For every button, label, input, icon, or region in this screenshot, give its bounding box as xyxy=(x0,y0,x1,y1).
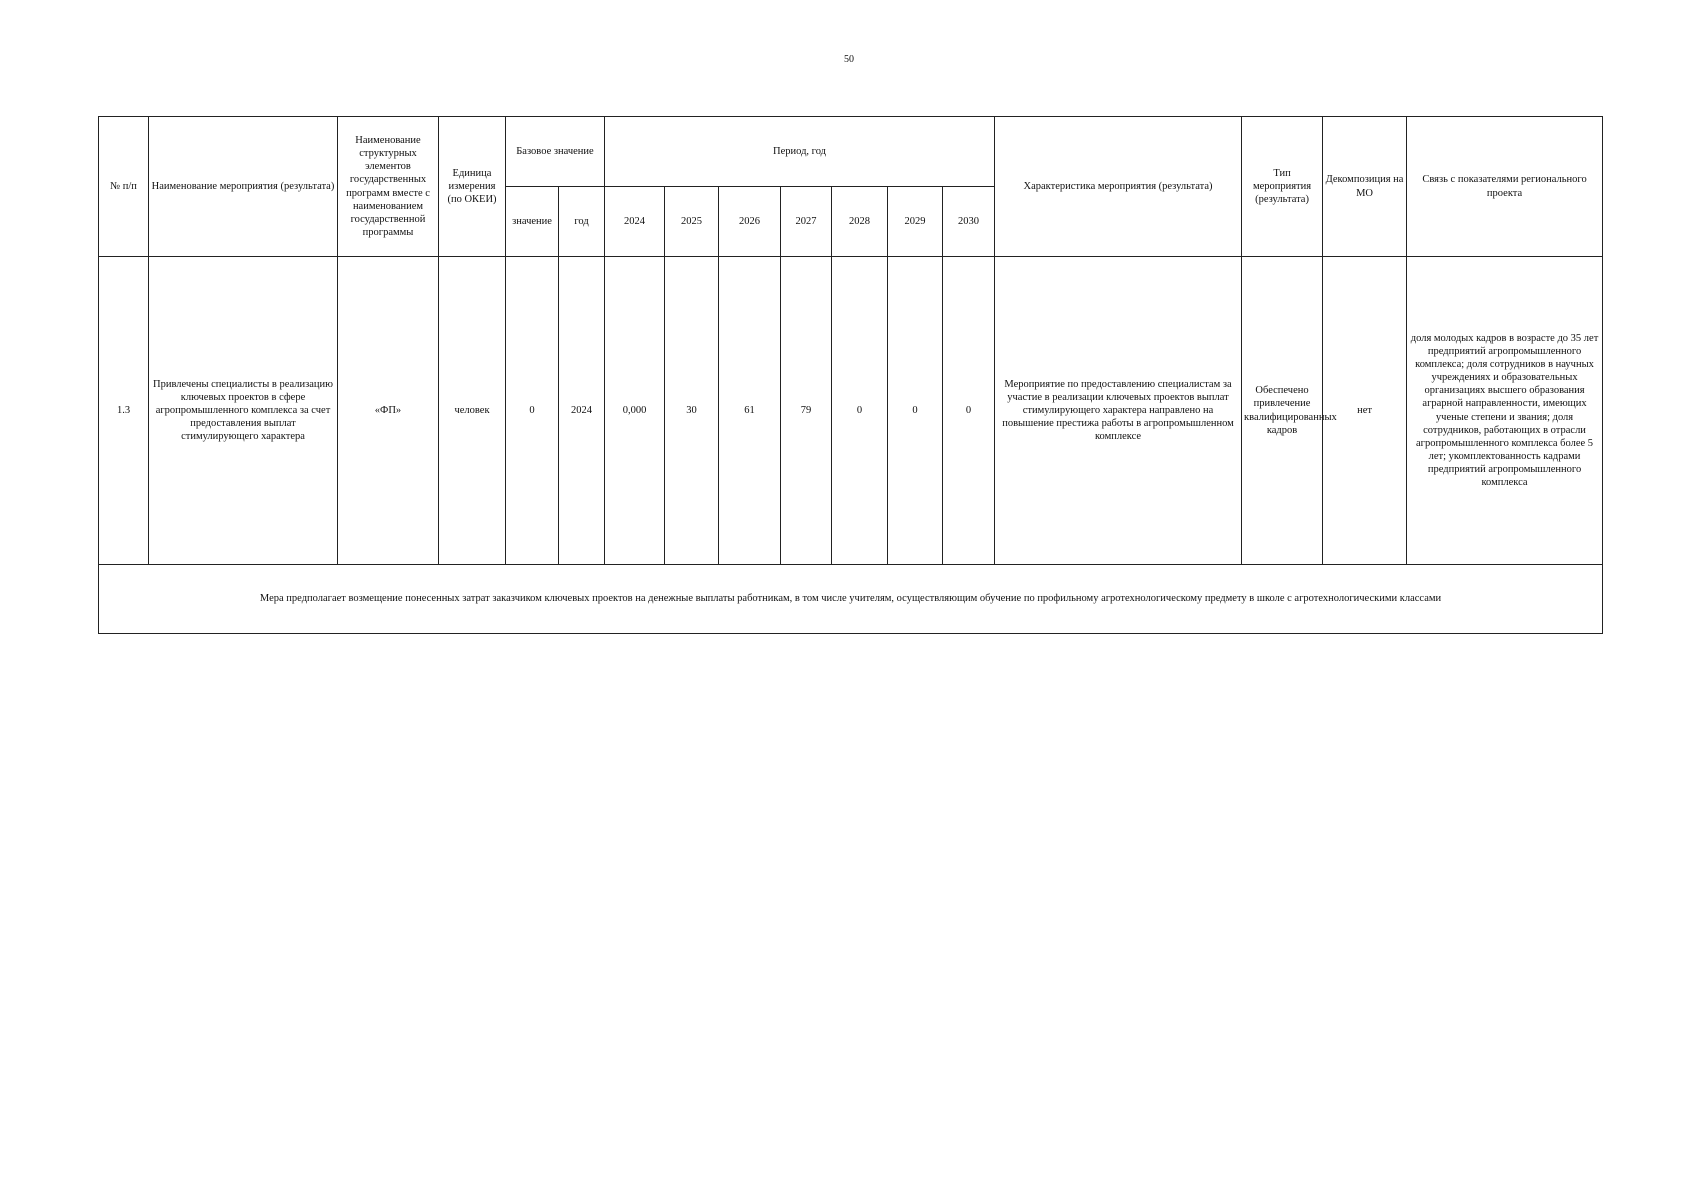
cell-link: доля молодых кадров в возрасте до 35 лет предприятий агропромышленного комплекса; доля сотрудников в научных учреждениях и образовательных организациях высшего образования аграрной направленности, имеющих ученые степени и звания; доля сотрудников, работающих в отрасли агропромышленного комплекса более 5 лет; укомплектованность кадрами предприятий агропромышленного комплекса xyxy=(1407,257,1603,565)
header-num: № п/п xyxy=(99,117,149,257)
header-year-2028: 2028 xyxy=(832,187,888,257)
cell-unit: человек xyxy=(439,257,506,565)
cell-name: Привлечены специалисты в реализацию ключевых проектов в сфере агропромышленного комплекса за счет предоставления выплат стимулирующего характера xyxy=(149,257,338,565)
cell-value-2026: 61 xyxy=(719,257,781,565)
header-year-2024: 2024 xyxy=(605,187,665,257)
header-year-2026: 2026 xyxy=(719,187,781,257)
header-base-year: год xyxy=(559,187,605,257)
header-year-2027: 2027 xyxy=(781,187,832,257)
header-period: Период, год xyxy=(605,117,995,187)
page-number: 50 xyxy=(844,54,854,65)
cell-base-year: 2024 xyxy=(559,257,605,565)
cell-value-2024: 0,000 xyxy=(605,257,665,565)
header-row-1 xyxy=(99,117,1603,187)
cell-type: Обеспечено привлечение квалифицированных кадров xyxy=(1242,257,1323,565)
header-base: Базовое значение xyxy=(506,117,605,187)
measures-table xyxy=(98,116,1603,634)
header-name: Наименование мероприятия (результата) xyxy=(149,117,338,257)
header-link: Связь с показателями регионального проекта xyxy=(1407,117,1603,257)
header-type: Тип мероприятия (результата) xyxy=(1242,117,1323,257)
header-year-2029: 2029 xyxy=(888,187,943,257)
cell-characteristic: Мероприятие по предоставлению специалистам за участие в реализации ключевых проектов выплат стимулирующего характера направлено на повышение престижа работы в агропромышленном комплексе xyxy=(995,257,1242,565)
header-characteristic: Характеристика мероприятия (результата) xyxy=(995,117,1242,257)
cell-base-value: 0 xyxy=(506,257,559,565)
table-note: Мера предполагает возмещение понесенных затрат заказчиком ключевых проектов на денежные выплаты работникам, в том числе учителям, осуществляющим обучение по профильному агротехнологическому предмету в школе с агротехнологическими классами xyxy=(99,565,1603,634)
cell-value-2030: 0 xyxy=(943,257,995,565)
cell-value-2025: 30 xyxy=(665,257,719,565)
header-unit: Единица измерения (по ОКЕИ) xyxy=(439,117,506,257)
cell-value-2027: 79 xyxy=(781,257,832,565)
table-row xyxy=(99,257,1603,565)
header-decomposition: Декомпозиция на МО xyxy=(1323,117,1407,257)
header-year-2030: 2030 xyxy=(943,187,995,257)
cell-value-2029: 0 xyxy=(888,257,943,565)
header-structural: Наименование структурных элементов государственных программ вместе с наименованием государственной программы xyxy=(338,117,439,257)
cell-decomposition: нет xyxy=(1323,257,1407,565)
cell-structural: «ФП» xyxy=(338,257,439,565)
cell-value-2028: 0 xyxy=(832,257,888,565)
header-year-2025: 2025 xyxy=(665,187,719,257)
cell-num: 1.3 xyxy=(99,257,149,565)
header-base-value: значение xyxy=(506,187,559,257)
note-row xyxy=(99,565,1603,634)
